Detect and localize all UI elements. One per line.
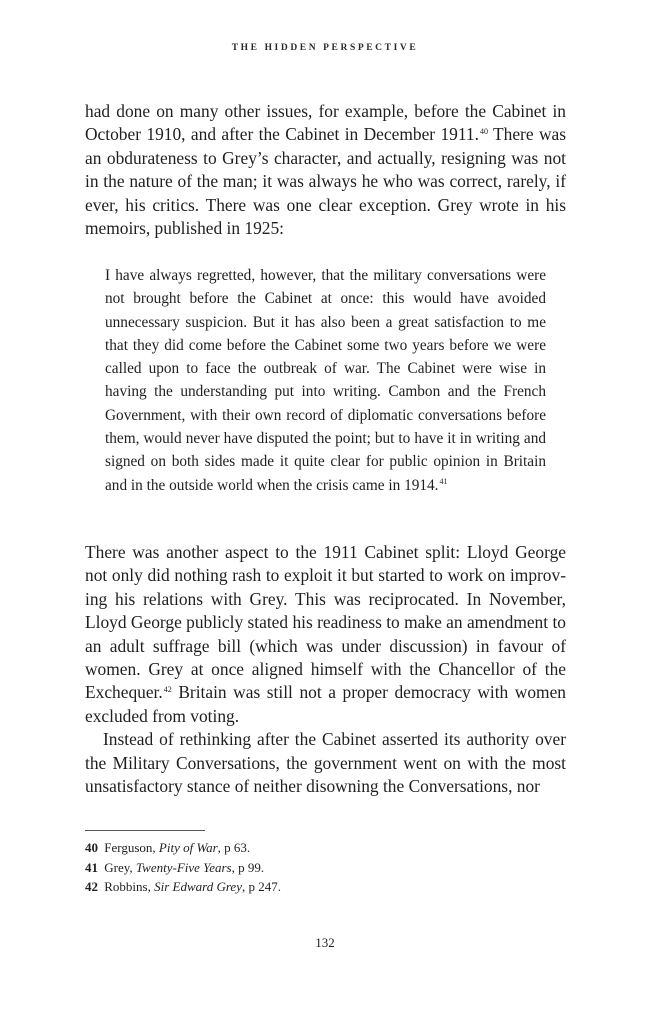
footnote-page: , p 99.	[231, 859, 265, 875]
block-quote-text: I have always regretted, however, that the military conversations were not brought before the Cabinet at once: this would have avoided unnecessary suspicion. But it has also been a great satisfaction to me that they did come before the Cabinet some two years before we were called upon to face the outbreak of war. The Cabinet were wise in having the understanding put into writing. Cambon and the French Government, with their own record of diplomatic conversations before them, would never have disputed the point; but to have it in writing and signed on both sides made it quite clear for public opinion in Britain and in the outside world when the crisis came in 1914.	[105, 267, 546, 494]
footnote-42	[85, 877, 566, 897]
footnote-author: Ferguson,	[104, 840, 159, 855]
body-paragraph-1-text: had done on many other issues, for example, before the Cabinet in October 1910, and after the Cabinet in December 1911.	[85, 101, 566, 145]
footnote-ref-42: 42	[163, 685, 172, 695]
block-quote-paragraph	[105, 264, 546, 497]
body-paragraph-3: Instead of rethinking after the Cabinet asserted its authority over the Military Conversations, the government went on with the most unsatisfactory stance of neither disowning the Conversations, nor	[85, 729, 566, 797]
body-paragraph-2-text-after: Britain was still not a proper democracy with women excluded from voting.	[85, 682, 566, 726]
footnote-author: Robbins,	[104, 879, 155, 894]
footnote-author: Grey,	[104, 859, 136, 875]
footnote-number: 40	[85, 840, 98, 855]
body-paragraph-2-text: There was another aspect to the 1911 Cabinet split: Lloyd George not only did nothing rash to exploit it but started to work on improving his relations with Grey. This was reciprocated. In November, Lloyd George publicly stated his readiness to make an amendment to an adult suffrage bill (which was under discussion) in favour of women. Grey at once aligned himself with the Chancellor of the Exchequer.	[85, 542, 566, 703]
footnotes	[85, 838, 566, 897]
running-head: THE HIDDEN PERSPECTIVE	[231, 43, 419, 53]
footnote-ref-41: 41	[439, 476, 448, 486]
block-quote	[105, 264, 546, 497]
footnote-number: 42	[85, 879, 98, 894]
body-paragraphs-container	[85, 541, 566, 798]
body-paragraph-1-container	[85, 100, 566, 240]
footnote-page: , p 63.	[217, 840, 251, 855]
page-number: 132	[315, 935, 335, 950]
footnote-title: Pity of War	[158, 840, 218, 855]
body-paragraph-1	[85, 100, 566, 240]
body-paragraph-2	[85, 541, 566, 728]
footnote-41	[85, 858, 566, 878]
footnote-number: 41	[85, 859, 98, 875]
footnote-title: Twenty-Five Years	[135, 859, 232, 875]
footnote-page: , p 247.	[241, 879, 281, 894]
footnote-divider	[85, 830, 205, 831]
footnote-ref-40: 40	[479, 127, 488, 137]
footnote-title: Sir Edward Grey	[154, 879, 242, 894]
footnote-40	[85, 838, 566, 858]
body-paragraph-1-text-after: There was an obdurateness to Grey’s character, and actually, resigning was not in the nature of the man; it was always he who was correct, rarely, if ever, his critics. There was one clear exception. Grey wrote in his memoirs, published in 1925:	[85, 124, 566, 239]
